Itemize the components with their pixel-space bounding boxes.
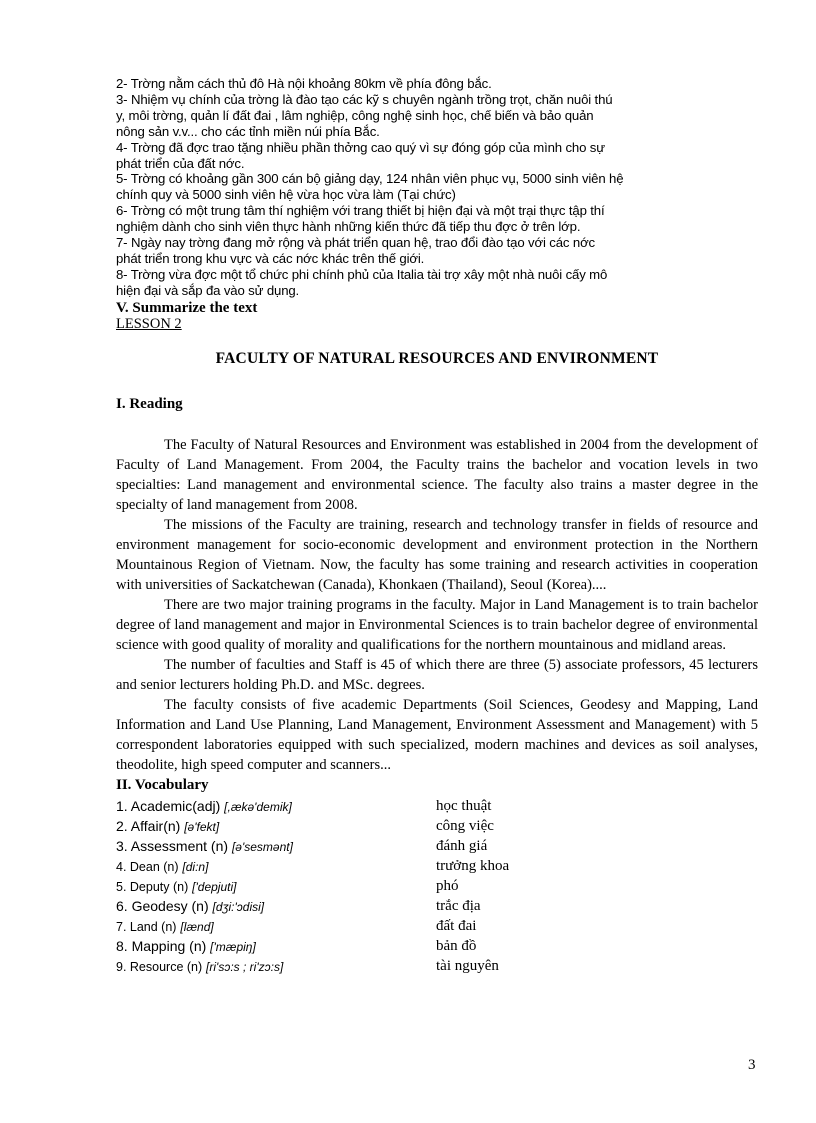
vocabulary-meaning: phó	[436, 877, 459, 894]
vocabulary-term	[116, 836, 293, 857]
reading-paragraph: The missions of the Faculty are training, research and technology transfer in fields of resource and environment management for socio-economic development and environment protection in the Northern Mountainous Region of Vietnam. Now, the faculty has some training and research activities in cooperation with universities of Sackatchewan (Canada), Khonkaen (Thailand), Seoul (Korea)....	[116, 516, 758, 593]
vocabulary-item	[116, 796, 758, 816]
vocabulary-item	[116, 936, 758, 956]
vn-line: 4- Trờng đã đợc trao tặng nhiều phần thởng cao quý vì sự đóng góp của mình cho sự	[116, 139, 605, 155]
vocabulary-term	[116, 896, 264, 917]
vocabulary-list	[116, 796, 758, 976]
term-pronunciation: [ə'sesmənt]	[231, 839, 293, 854]
term-word: 6. Geodesy (n)	[116, 897, 209, 914]
vocabulary-meaning: học thuật	[436, 797, 492, 814]
vocabulary-item	[116, 816, 758, 836]
term-word: 7. Land (n)	[116, 919, 177, 934]
term-pronunciation: [di:n]	[182, 859, 209, 874]
lesson-title: FACULTY OF NATURAL RESOURCES AND ENVIRONMENT	[215, 349, 659, 367]
term-pronunciation: [dʒi:'ɔdisi]	[212, 899, 265, 914]
term-word: 9. Resource (n)	[116, 959, 203, 974]
vocabulary-term	[116, 796, 292, 817]
vocabulary-item	[116, 916, 758, 936]
vocabulary-meaning: trưởng khoa	[436, 857, 510, 874]
vocabulary-item	[116, 836, 758, 856]
vn-line: 5- Trờng có khoảng gần 300 cán bộ giảng dạy, 124 nhân viên phục vụ, 5000 sinh viên hệ	[116, 171, 624, 187]
reading-text	[116, 435, 758, 775]
vocabulary-meaning: bản đồ	[436, 937, 477, 954]
term-pronunciation: ['depjuti]	[192, 879, 237, 894]
vocabulary-meaning: trắc địa	[436, 897, 481, 914]
term-pronunciation: [lænd]	[180, 919, 214, 934]
term-word: 5. Deputy (n)	[116, 879, 189, 894]
vocabulary-term	[116, 856, 208, 877]
vn-line: hiện đại và sắp đa vào sử dụng.	[116, 282, 300, 298]
vn-line: 8- Trờng vừa đợc một tổ chức phi chính phủ của Italia tài trợ xây một nhà nuôi cấy mô	[116, 266, 608, 282]
vn-line: nông sản v.v... cho các tỉnh miền núi phía Bắc.	[116, 123, 380, 139]
vn-line: 2- Trờng nằm cách thủ đô Hà nội khoảng 80km về phía đông bắc.	[116, 76, 492, 91]
vietnamese-exercise-lines	[116, 76, 758, 299]
vn-line: y, môi trờng, quản lí đất đai , lâm nghiệp, công nghệ sinh học, chế biến và bảo quản	[116, 107, 594, 123]
term-word: 4. Dean (n)	[116, 859, 179, 874]
page-number: 3	[748, 1057, 756, 1073]
reading-heading: I. Reading	[116, 395, 183, 412]
vocabulary-item	[116, 876, 758, 896]
term-word: 8. Mapping (n)	[116, 937, 207, 954]
vn-line: chính quy và 5000 sinh viên hệ vừa học vừa làm (Tại chức)	[116, 187, 456, 203]
vocabulary-term	[116, 816, 219, 837]
term-word: 2. Affair(n)	[116, 817, 181, 834]
vocabulary-item	[116, 856, 758, 876]
term-word: 1. Academic(adj)	[116, 797, 221, 814]
vocabulary-meaning: công việc	[436, 817, 494, 834]
vn-line: phát triển trong khu vực và các nớc khác trên thế giới.	[116, 250, 425, 266]
vn-line: phát triển của đất nớc.	[116, 155, 245, 171]
vocabulary-meaning: tài nguyên	[436, 957, 499, 974]
term-pronunciation: [,ækə'demik]	[224, 799, 292, 814]
reading-paragraph: The Faculty of Natural Resources and Environment was established in 2004 from the development of Faculty of Land Management. From 2004, the Faculty trains the bachelor and vocation levels in two specialties: Land management and environmental science. The faculty also trains a master degree in the specialty of land management from 2008.	[116, 436, 758, 513]
vocabulary-item	[116, 956, 758, 976]
vocabulary-meaning: đánh giá	[436, 837, 488, 854]
vocabulary-heading: II. Vocabulary	[116, 776, 209, 793]
vocabulary-item	[116, 896, 758, 916]
reading-paragraph: The faculty consists of five academic Departments (Soil Sciences, Geodesy and Mapping, Land Information and Land Use Planning, Land Management, Environment Assessment and Management) with 5 correspondent laboratories equipped with such specialized, modern machines and devices as soil analyses, theodolite, high speed computer and scanners...	[116, 696, 758, 773]
vn-line: 3- Nhiệm vụ chính của trờng là đào tạo các kỹ s chuyên ngành trồng trọt, chăn nuôi thú	[116, 91, 613, 107]
vocabulary-term	[116, 916, 214, 937]
vocabulary-term	[116, 876, 236, 897]
term-pronunciation: [ə'fekt]	[184, 819, 220, 834]
document-page	[116, 76, 758, 976]
vn-line: 7- Ngày nay trờng đang mở rộng và phát triển quan hệ, trao đổi đào tạo với các nớc	[116, 235, 596, 251]
term-word: 3. Assessment (n)	[116, 837, 229, 854]
term-pronunciation: [ri'sɔ:s ; ri'zɔ:s]	[206, 959, 284, 974]
reading-paragraph: The number of faculties and Staff is 45 of which there are three (5) associate professors, 45 lecturers and senior lecturers holding Ph.D. and MSc. degrees.	[116, 656, 758, 693]
vocabulary-term	[116, 936, 256, 957]
reading-paragraph: There are two major training programs in the faculty. Major in Land Management is to train bachelor degree of land management and major in Environmental Sciences is to train bachelor degree of environmental science with good quality of morality and qualifications for the northern mountainous and midland areas.	[116, 596, 758, 653]
vocabulary-term	[116, 956, 283, 977]
lesson-label: LESSON 2	[116, 315, 182, 332]
summarize-heading: V. Summarize the text	[116, 299, 258, 316]
vocabulary-meaning: đất đai	[436, 917, 477, 934]
term-pronunciation: ['mæpiŋ]	[210, 939, 256, 954]
vn-line: 6- Trờng có một trung tâm thí nghiệm với trang thiết bị hiện đại và một trại thực tập thí	[116, 203, 605, 219]
vn-line: nghiệm dành cho sinh viên thực hành những kiến thức đã tiếp thu đợc ở trên lớp.	[116, 219, 581, 235]
